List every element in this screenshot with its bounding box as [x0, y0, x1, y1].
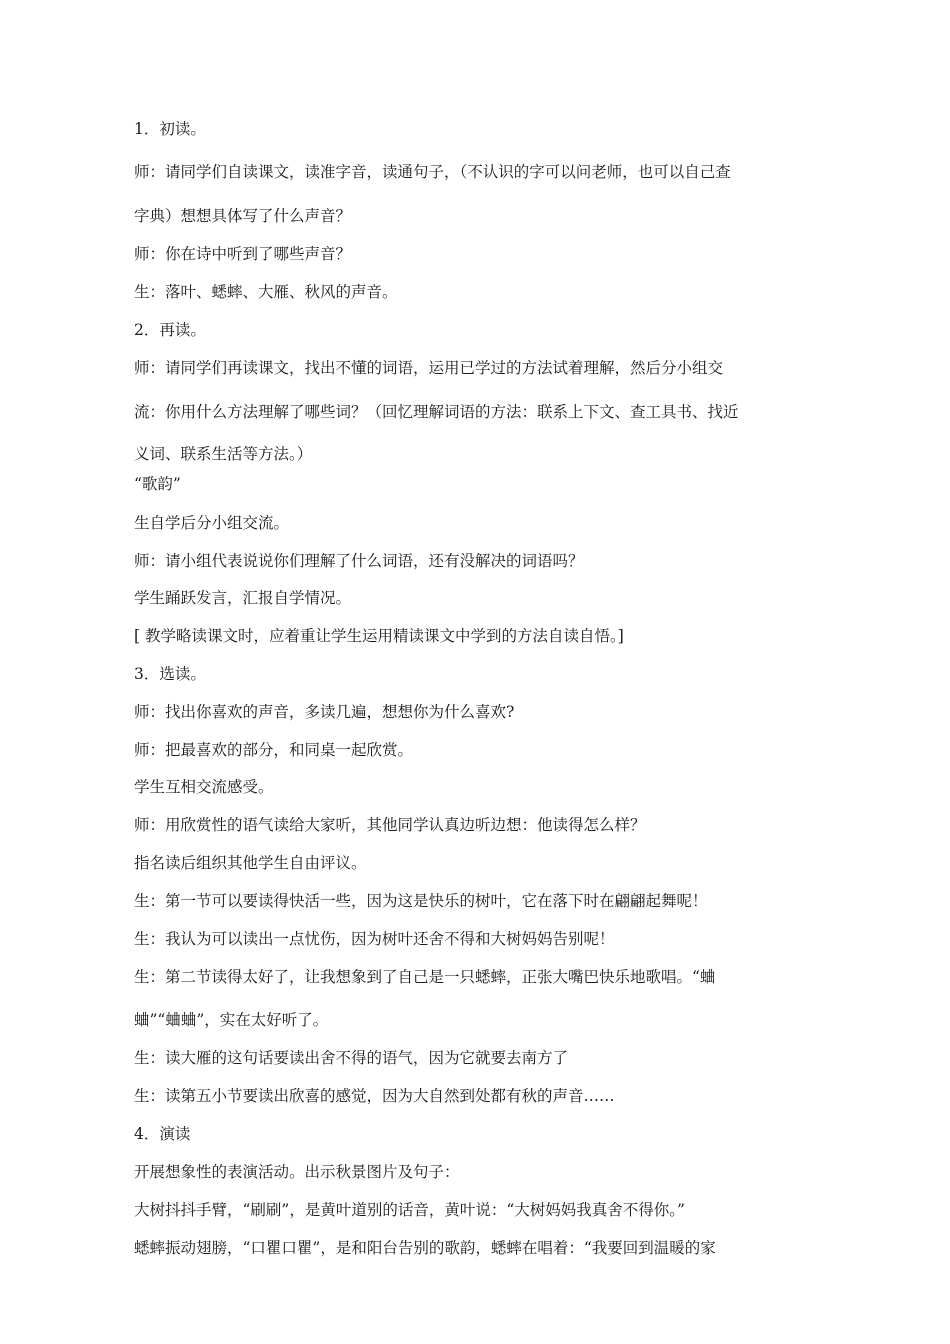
teaching-note: [ 教学略读课文时，应着重让学生运用精读课文中学到的方法自读自悟。] — [134, 627, 624, 645]
paragraph-line: 学生互相交流感受。 — [134, 778, 274, 796]
paragraph-line: 开展想象性的表演活动。出示秋景图片及句子： — [134, 1163, 460, 1181]
paragraph-line: 生：读大雁的这句话要读出舍不得的语气，因为它就要去南方了 — [134, 1049, 569, 1067]
paragraph-line: 流：你用什么方法理解了哪些词？（回忆理解词语的方法：联系上下文、查工具书、找近 — [134, 403, 739, 421]
paragraph-line: 蛐”“蛐蛐”，实在太好听了。 — [134, 1011, 329, 1029]
paragraph-line: 生：第二节读得太好了，让我想象到了自己是一只蟋蟀，正张大嘴巴快乐地歌唱。“蛐 — [134, 968, 716, 986]
paragraph-line: 师：你在诗中听到了哪些声音？ — [134, 245, 352, 263]
paragraph-line: 师：请同学们再读课文，找出不懂的词语，运用已学过的方法试着理解，然后分小组交 — [134, 359, 724, 377]
paragraph-line: 生：第一节可以要读得快活一些，因为这是快乐的树叶，它在落下时在翩翩起舞呢！ — [134, 892, 708, 910]
paragraph-line: 师：找出你喜欢的声音，多读几遍，想想你为什么喜欢? — [134, 703, 515, 721]
paragraph-line: 大树抖抖手臂，“刷刷”，是黄叶道别的话音，黄叶说：“大树妈妈我真舍不得你。” — [134, 1201, 685, 1219]
heading-second-reading: 2．再读。 — [134, 321, 206, 339]
paragraph-line: 师：用欣赏性的语气读给大家听，其他同学认真边听边想：他读得怎么样？ — [134, 816, 646, 834]
paragraph-line: 生自学后分小组交流。 — [134, 514, 290, 532]
paragraph-line: 蟋蟀振动翅膀，“口瞿口瞿”，是和阳台告别的歌韵，蟋蟀在唱着：“我要回到温暖的家 — [134, 1239, 716, 1257]
paragraph-line: 生：读第五小节要读出欣喜的感觉，因为大自然到处都有秋的声音…… — [134, 1087, 615, 1105]
paragraph-line: “歌韵” — [134, 475, 181, 493]
paragraph-line: 师：请小组代表说说你们理解了什么词语，还有没解决的词语吗？ — [134, 552, 584, 570]
paragraph-line: 生：落叶、蟋蟀、大雁、秋风的声音。 — [134, 283, 398, 301]
paragraph-line: 义词、联系生活等方法。） — [134, 445, 313, 463]
heading-performance-reading: 4．演读 — [134, 1125, 191, 1143]
paragraph-line: 字典）想想具体写了什么声音？ — [134, 207, 352, 225]
paragraph-line: 师：请同学们自读课文，读准字音，读通句子，（不认识的字可以问老师，也可以自己查 — [134, 163, 731, 181]
heading-first-reading: 1．初读。 — [134, 120, 206, 138]
paragraph-line: 生：我认为可以读出一点忧伤，因为树叶还舍不得和大树妈妈告别呢！ — [134, 930, 615, 948]
heading-selective-reading: 3．选读。 — [134, 665, 206, 683]
paragraph-line: 学生踊跃发言，汇报自学情况。 — [134, 589, 352, 607]
paragraph-line: 指名读后组织其他学生自由评议。 — [134, 854, 367, 872]
paragraph-line: 师：把最喜欢的部分，和同桌一起欣赏。 — [134, 741, 414, 759]
